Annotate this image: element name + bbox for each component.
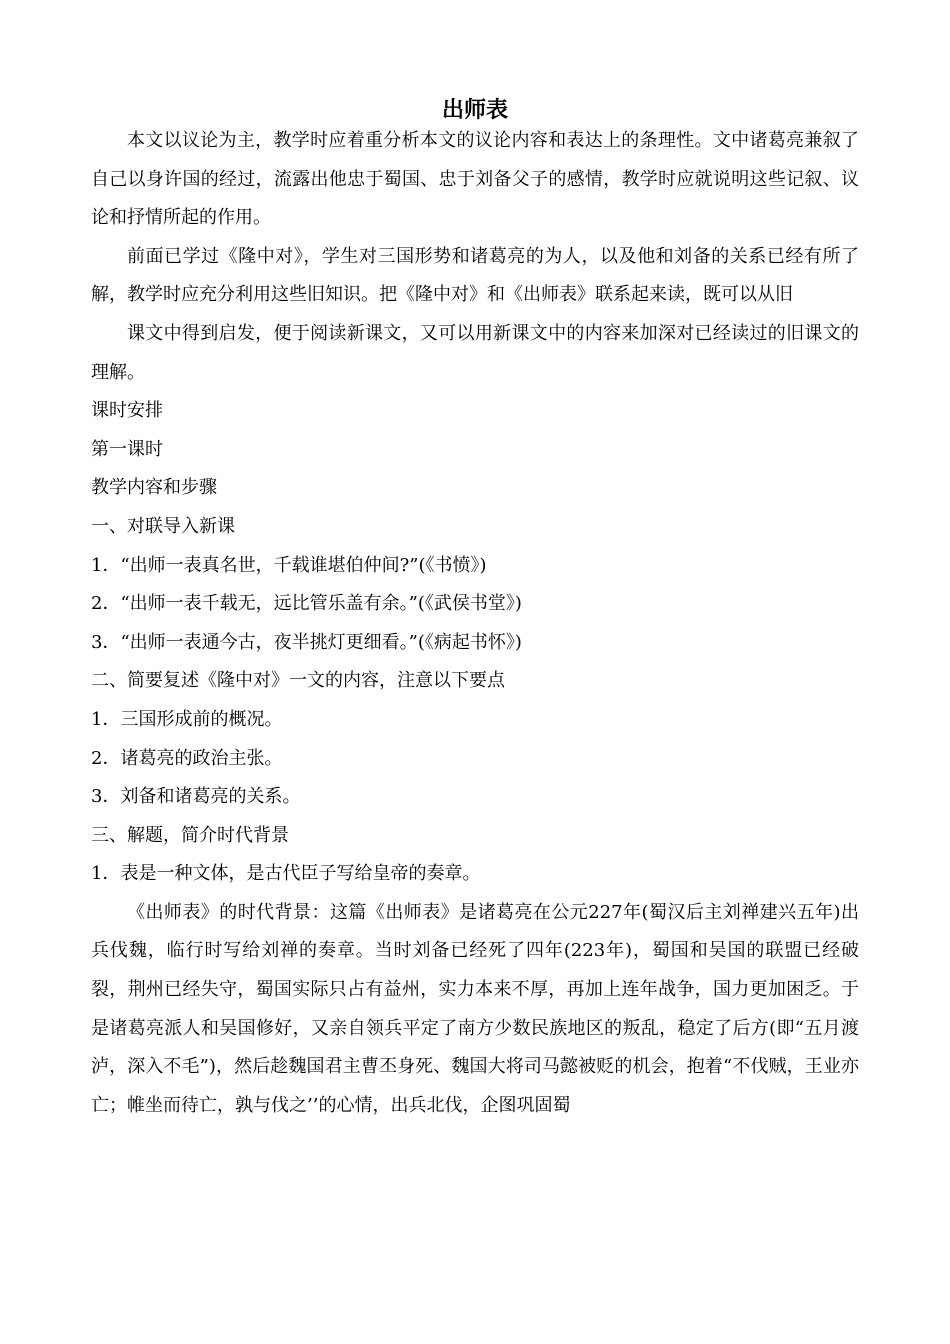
list-item: 3．“出师一表通今古，夜半挑灯更细看。”(《病起书怀》) [91, 631, 522, 653]
document-body [91, 122, 859, 1125]
list-item: 1．三国形成前的概况。 [91, 708, 283, 730]
list-item: 1．表是一种文体，是古代臣子写给皇帝的奏章。 [91, 863, 481, 885]
list-item: 2．“出师一表千载无，远比管乐盖有余。”(《武侯书堂》) [91, 593, 522, 615]
section-heading: 教学内容和步骤 [91, 477, 217, 499]
paragraph: 课文中得到启发，便于阅读新课文，又可以用新课文中的内容来加深对已经读过的旧课文的理解。 [91, 322, 859, 383]
section-heading: 二、简要复述《隆中对》一文的内容，注意以下要点 [91, 670, 505, 692]
paragraph: 本文以议论为主，教学时应着重分析本文的议论内容和表达上的条理性。文中诸葛亮兼叙了自己以身许国的经过，流露出他忠于蜀国、忠于刘备父子的感情，教学时应就说明这些记叙、议论和抒情所起的作用。 [91, 130, 859, 229]
list-item: 2．诸葛亮的政治主张。 [91, 747, 283, 769]
paragraph: 前面已学过《隆中对》，学生对三国形势和诸葛亮的为人，以及他和刘备的关系已经有所了解，教学时应充分利用这些旧知识。把《隆中对》和《出师表》联系起来读，既可以从旧 [91, 245, 859, 306]
section-heading: 三、解题，简介时代背景 [91, 824, 289, 846]
section-heading: 一、对联导入新课 [91, 515, 235, 537]
section-heading: 第一课时 [91, 438, 163, 460]
document-title: 出师表 [441, 98, 508, 123]
paragraph: 《出师表》的时代背景：这篇《出师表》是诸葛亮在公元227年(蜀汉后主刘禅建兴五年)出兵伐魏，临行时写给刘禅的奏章。当时刘备已经死了四年(223年)，蜀国和吴国的联盟已经破裂，荆州已经失守，蜀国实际只占有益州，实力本来不厚，再加上连年战争，国力更加困乏。于是诸葛亮派人和吴国修好，又亲自领兵平定了南方少数民族地区的叛乱，稳定了后方(即“五月渡泸，深入不毛”)，然后趁魏国君主曹丕身死、魏国大将司马懿被贬的机会，抱着“不伐贼，王业亦亡；帷坐而待亡，孰与伐之’’的心情，出兵北伐，企图巩固蜀 [91, 901, 859, 1116]
list-item: 3．刘备和诸葛亮的关系。 [91, 786, 301, 808]
list-item: 1．“出师一表真名世，千载谁堪伯仲间?”(《书愤》) [91, 554, 487, 576]
section-heading: 课时安排 [91, 400, 163, 422]
